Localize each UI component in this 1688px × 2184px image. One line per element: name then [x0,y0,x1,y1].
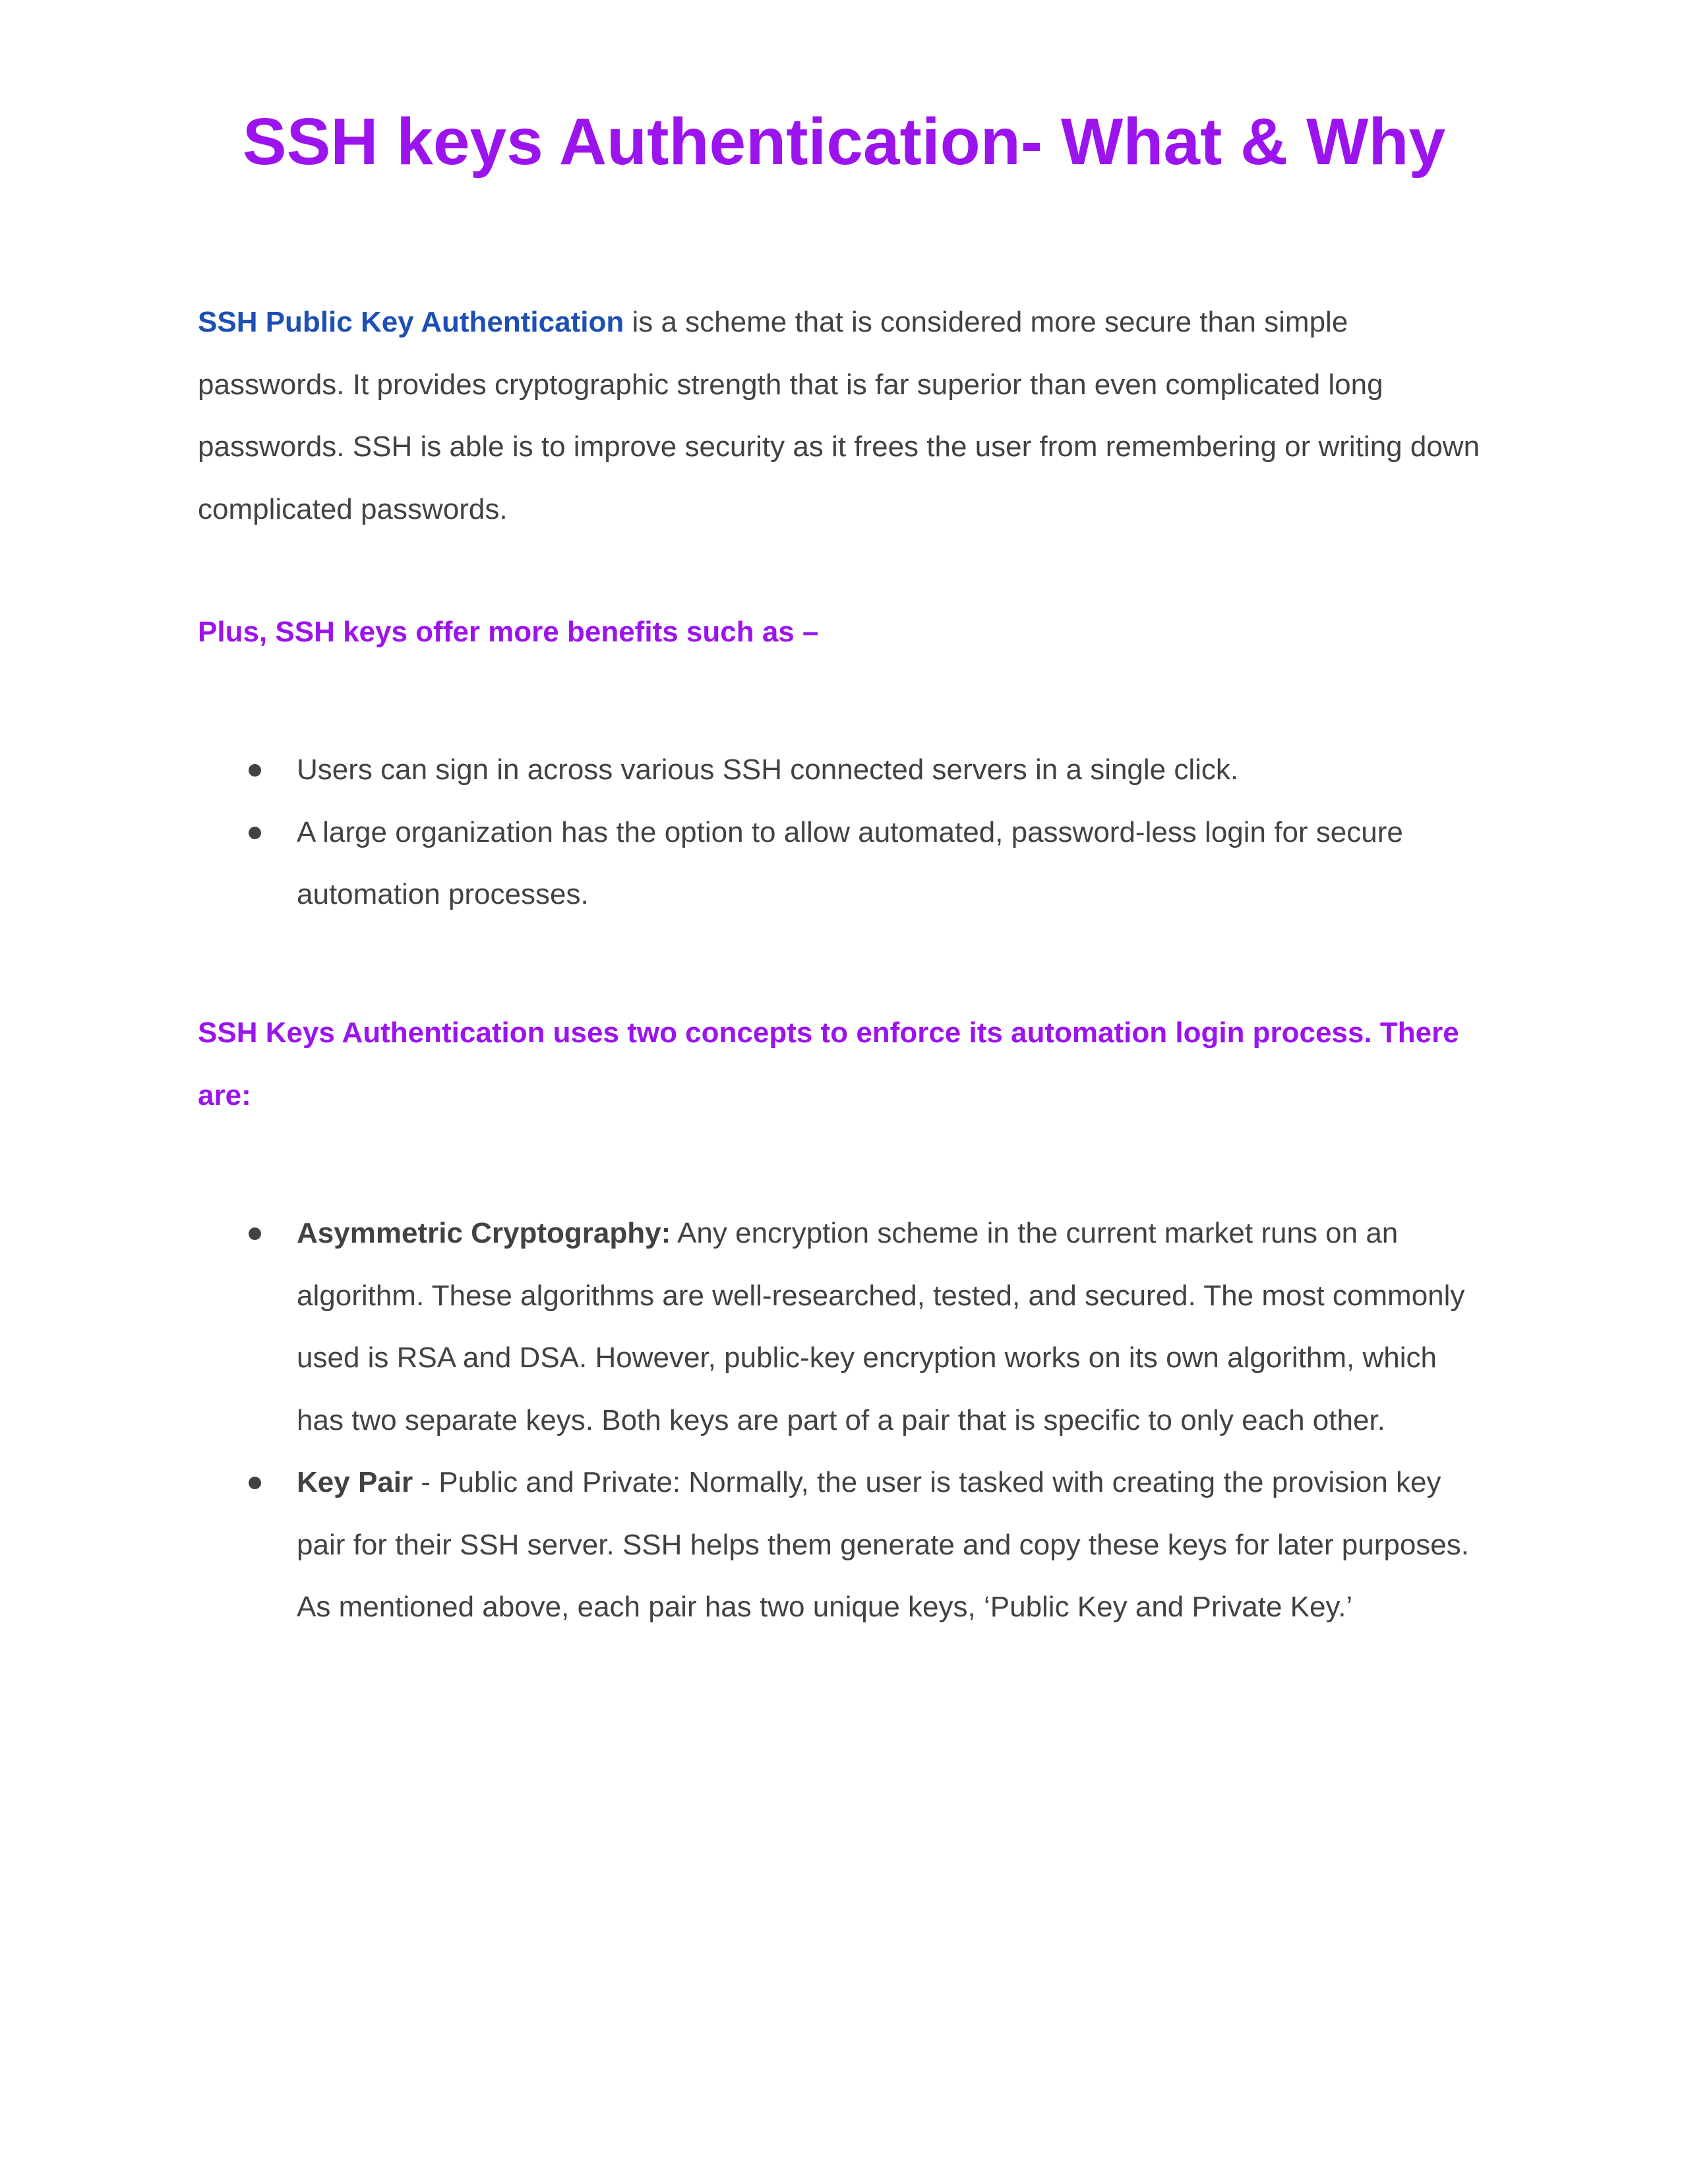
intro-text: is a scheme that is considered more secure than simple passwords. It provides cryptographic strength that is far superior than even complicated long passwords. SSH is able is to improve security as it frees the user from remembering or writing down complicated passwords. [198,306,1480,525]
bullet-icon [249,764,261,777]
list-item [0,1452,1477,1639]
page-title: SSH keys Authentication- What & Why [242,105,1446,179]
concepts-heading: SSH Keys Authentication uses two concepts to enforce its automation login process. There are: [198,1017,1459,1111]
list-item [0,1202,1477,1452]
benefits-list [0,739,1688,926]
bullet-icon [249,1227,261,1240]
intro-paragraph [198,291,1490,541]
list-item-text: A large organization has the option to allow automated, password-less login for secure automation processes. [297,815,1403,910]
list-item [0,739,1477,802]
benefits-heading: Plus, SSH keys offer more benefits such as – [198,616,819,648]
bullet-icon [249,827,261,839]
concept-text: - Public and Private: Normally, the user is tasked with creating the provision key pair for their SSH server. SSH helps them generate and copy these keys for later purposes. As mentioned above, each pair has two unique keys, ‘Public Key and Private Key.’ [297,1466,1470,1623]
intro-term: SSH Public Key Authentication [198,306,624,338]
concept-term: Key Pair [297,1466,413,1498]
list-item [0,802,1477,926]
concept-text: Any encryption scheme in the current market runs on an algorithm. These algorithms are well-researched, tested, and secured. The most commonly used is RSA and DSA. However, public-key encryption works on its own algorithm, which has two separate keys. Both keys are part of a pair that is specific to only each other. [297,1217,1465,1436]
concept-term: Asymmetric Cryptography: [297,1217,671,1249]
list-item-text: Users can sign in across various SSH connected servers in a single click. [297,753,1239,786]
bullet-icon [249,1477,261,1489]
concepts-list [0,1202,1688,1639]
